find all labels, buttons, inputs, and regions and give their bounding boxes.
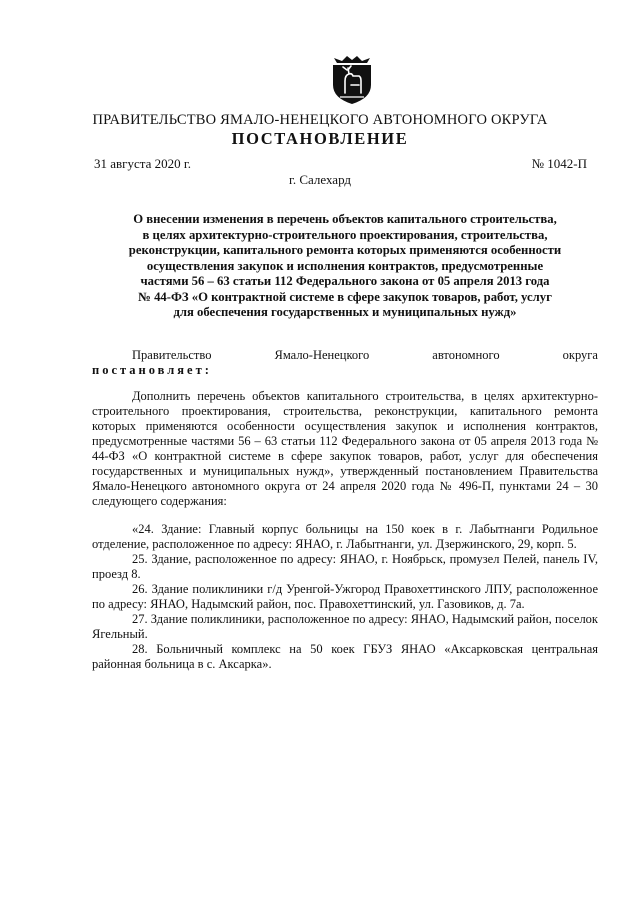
items-list (92, 522, 598, 672)
preamble-word: округа (562, 348, 598, 362)
preamble-word: автономного (432, 348, 500, 362)
document-city: г. Салехард (288, 172, 352, 187)
preamble (92, 348, 598, 378)
main-paragraph: Дополнить перечень объектов капитального строительства, в целях архитектурно-строительного проектирования, строительства, реконструкции, капитального ремонта которых применяются особенности осуществления закупок и исполнения контрактов, предусмотренные частями 56 – 63 статьи 112 Федерального закона от 05 апреля 2013 года № 44-ФЗ «О контрактной системе в сфере закупок товаров, работ, услуг для обеспечения государственных и муниципальных нужд», утвержденный постановлением Правительства Ямало-Ненецкого автономного округа от 24 апреля 2020 года № 496-П, пунктами 24 – 30 следующего содержания: (92, 389, 598, 508)
organization-name: ПРАВИТЕЛЬСТВО ЯМАЛО-НЕНЕЦКОГО АВТОНОМНОГО ОКРУГА (92, 112, 548, 128)
preamble-word: Ямало-Ненецкого (274, 348, 370, 362)
title-line: О внесении изменения в перечень объектов капитального строительства, (133, 212, 557, 226)
list-item: 27. Здание поликлиники, расположенное по адресу: ЯНАО, Надымский район, поселок Ягельный. (92, 612, 598, 641)
list-item: 25. Здание, расположенное по адресу: ЯНАО, г. Ноябрьск, промузел Пелей, панель IV, проезд 8. (92, 552, 598, 581)
title-line: частями 56 – 63 статьи 112 Федерального закона от 05 апреля 2013 года (140, 274, 550, 288)
document-date: 31 августа 2020 г. (94, 156, 191, 171)
coat-of-arms-emblem (328, 55, 376, 105)
list-item: 26. Здание поликлиники г/д Уренгой-Ужгород Правохеттинского ЛПУ, расположенное по адресу: ЯНАО, Надымский район, пос. Правохеттинский, ул. Газовиков, д. 7а. (92, 582, 598, 611)
title-line: № 44-ФЗ «О контрактной системе в сфере закупок товаров, работ, услуг (138, 289, 552, 304)
preamble-word: Правительство (132, 348, 212, 362)
decree-word: постановляет: (92, 363, 212, 377)
document-number: № 1042-П (531, 156, 587, 171)
title-line: в целях архитектурно-строительного проектирования, строительства, (142, 227, 548, 242)
document-type: ПОСТАНОВЛЕНИЕ (231, 129, 409, 148)
preamble-line (92, 348, 598, 363)
list-item: 28. Больничный комплекс на 50 коек ГБУЗ ЯНАО «Аксарковская центральная районная больница в с. Аксарка». (92, 642, 598, 671)
list-item: «24. Здание: Главный корпус больницы на 150 коек в г. Лабытнанги Родильное отделение, расположенное по адресу: ЯНАО, г. Лабытнанги, ул. Дзержинского, 29, корп. 5. (92, 522, 598, 551)
title-line: осуществления закупок и исполнения контрактов, предусмотренные (146, 258, 544, 273)
title-line: для обеспечения государственных и муниципальных нужд» (173, 305, 517, 319)
document-title (92, 212, 598, 321)
title-line: реконструкции, капитального ремонта которых применяются особенности (128, 243, 562, 257)
